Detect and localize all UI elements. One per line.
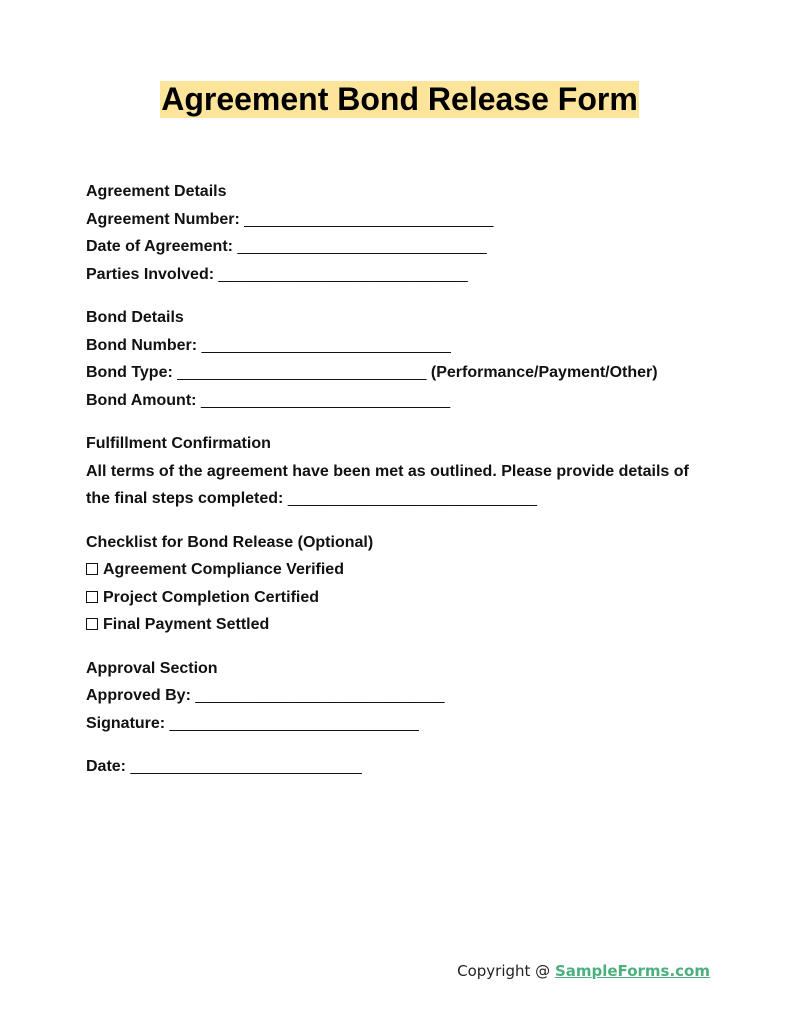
checklist-item-label: Agreement Compliance Verified (103, 561, 344, 578)
signature-field[interactable]: ____________________________ (169, 714, 419, 732)
agreement-heading: Agreement Details (86, 183, 227, 200)
checklist-item (86, 584, 706, 612)
approved-by-row (86, 682, 706, 710)
checklist-section (86, 529, 706, 639)
copyright-text: Copyright @ (457, 962, 555, 980)
approval-heading: Approval Section (86, 659, 218, 677)
parties-field[interactable]: ____________________________ (218, 265, 468, 283)
fulfillment-section (86, 430, 706, 513)
signature-row (86, 710, 706, 738)
signature-label: Signature: (86, 714, 166, 732)
bond-type-row (86, 359, 706, 387)
agreement-date-field[interactable]: ____________________________ (237, 238, 487, 255)
checkbox[interactable] (86, 563, 98, 575)
bond-number-row (86, 332, 706, 360)
form-body (86, 178, 706, 781)
fulfillment-text: All terms of the agreement have been met as outlined. Please provide details of the final steps completed: (86, 462, 689, 507)
agreement-date-label: Date of Agreement: (86, 238, 233, 255)
parties-label: Parties Involved: (86, 265, 215, 283)
page-title: Agreement Bond Release Form (161, 81, 638, 117)
agreement-section (86, 178, 706, 288)
bond-section (86, 304, 706, 414)
brand-link[interactable]: SampleForms.com (554, 962, 710, 980)
checklist-item (86, 556, 706, 584)
checklist-item-label: Project Completion Certified (103, 588, 320, 606)
title-container (0, 81, 799, 118)
checklist-item-label: Final Payment Settled (103, 616, 270, 633)
bond-type-hint: (Performance/Payment/Other) (430, 364, 658, 381)
bond-amount-row (86, 387, 706, 415)
agreement-number-label: Agreement Number: (86, 210, 240, 228)
date-label: Date: (86, 758, 127, 775)
bond-amount-label: Bond Amount: (86, 391, 197, 409)
checklist-heading: Checklist for Bond Release (Optional) (86, 533, 374, 551)
approval-section (86, 655, 706, 738)
bond-heading: Bond Details (86, 309, 184, 326)
agreement-number-row (86, 206, 706, 234)
agreement-date-row (86, 233, 706, 261)
checkbox[interactable] (86, 618, 98, 630)
bond-number-field[interactable]: ____________________________ (201, 336, 451, 354)
agreement-number-field[interactable]: ____________________________ (244, 210, 494, 228)
fulfillment-field[interactable]: ____________________________ (287, 490, 537, 507)
date-field[interactable]: __________________________ (130, 758, 362, 775)
checkbox[interactable] (86, 591, 98, 603)
copyright-footer (457, 962, 710, 980)
approved-by-label: Approved By: (86, 687, 191, 704)
bond-amount-field[interactable]: ____________________________ (200, 391, 451, 409)
parties-row (86, 261, 706, 289)
bond-number-label: Bond Number: (86, 336, 198, 354)
fulfillment-heading: Fulfillment Confirmation (86, 435, 271, 452)
fulfillment-paragraph (86, 458, 706, 513)
date-row (86, 753, 706, 781)
bond-type-label: Bond Type: (86, 364, 173, 381)
bond-type-field[interactable]: ____________________________ (177, 364, 427, 381)
checklist-item (86, 611, 706, 639)
approved-by-field[interactable]: ____________________________ (195, 687, 445, 704)
